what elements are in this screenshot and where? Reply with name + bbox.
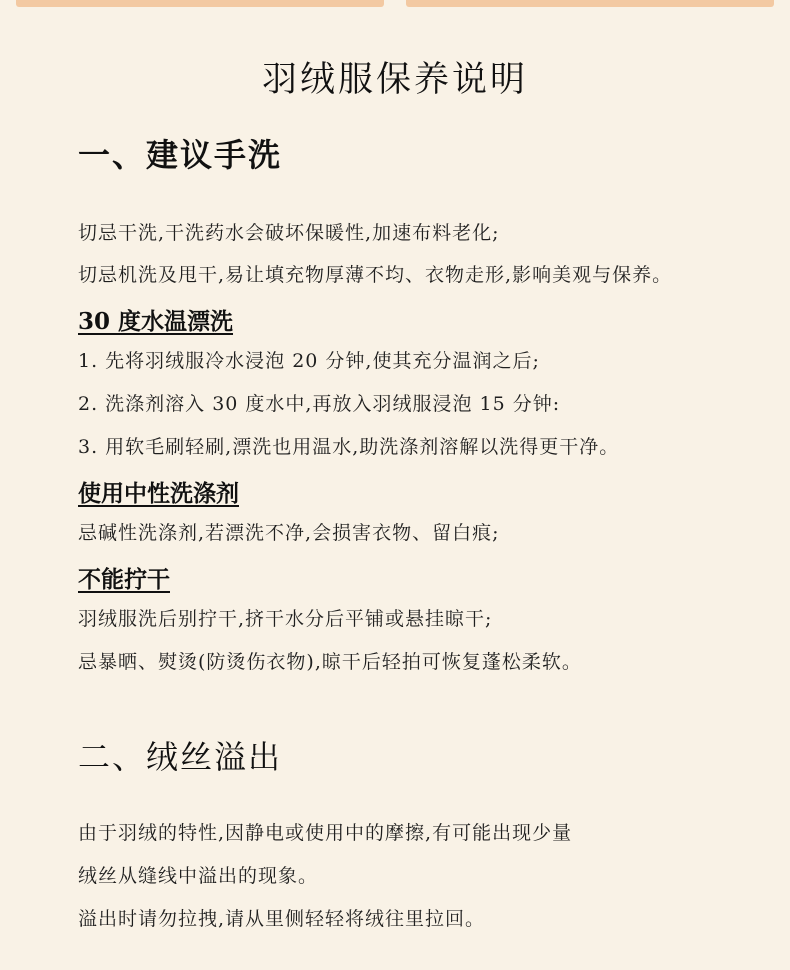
subheading-water-temperature: 30 度水温漂洗 — [78, 308, 234, 335]
step-line: 2. 洗涤剂溶入 30 度水中,再放入羽绒服浸泡 15 分钟: — [78, 393, 561, 415]
paragraph-line: 切忌干洗,干洗药水会破坏保暖性,加速布料老化; — [78, 222, 500, 244]
paragraph-line: 忌碱性洗涤剂,若漂洗不净,会损害衣物、留白痕; — [78, 522, 500, 544]
section-heading-down-leakage: 二、绒丝溢出 — [78, 738, 283, 776]
top-accent-bar-left — [16, 0, 384, 7]
paragraph-line: 溢出时请勿拉拽,请从里侧轻轻将绒往里拉回。 — [78, 908, 486, 930]
subheading-no-wringing: 不能拧干 — [78, 566, 170, 593]
subheading-neutral-detergent: 使用中性洗涤剂 — [78, 480, 239, 507]
section-heading-hand-wash: 一、建议手洗 — [78, 136, 283, 174]
step-line: 3. 用软毛刷轻刷,漂洗也用温水,助洗涤剂溶解以洗得更干净。 — [78, 436, 620, 458]
paragraph-line: 忌暴晒、熨烫(防烫伤衣物),晾干后轻拍可恢复蓬松柔软。 — [78, 651, 582, 673]
paragraph-line: 由于羽绒的特性,因静电或使用中的摩擦,有可能出现少量 — [78, 822, 573, 844]
top-accent-bar-right — [406, 0, 774, 7]
step-line: 1. 先将羽绒服冷水浸泡 20 分钟,使其充分温润之后; — [78, 350, 540, 372]
paragraph-line: 切忌机洗及甩干,易让填充物厚薄不均、衣物走形,影响美观与保养。 — [78, 264, 673, 286]
page-title: 羽绒服保养说明 — [261, 60, 528, 100]
paragraph-line: 绒丝从缝线中溢出的现象。 — [78, 865, 319, 887]
paragraph-line: 羽绒服洗后别拧干,挤干水分后平铺或悬挂晾干; — [78, 608, 493, 630]
